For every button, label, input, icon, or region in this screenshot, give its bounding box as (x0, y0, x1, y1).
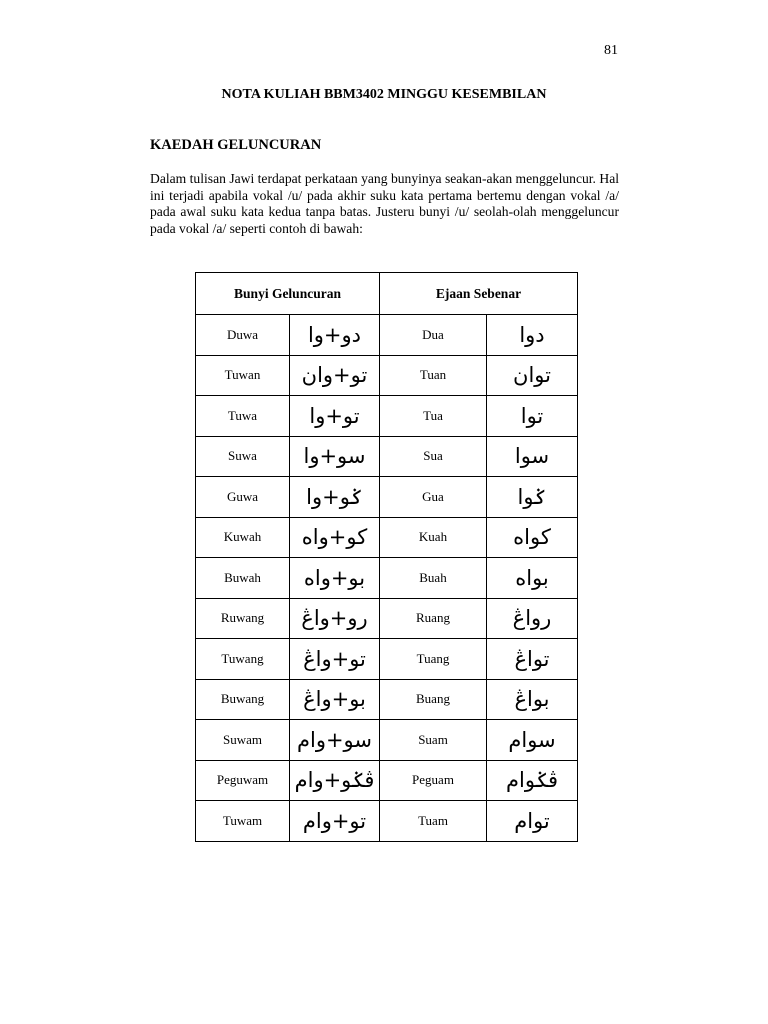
table-body (196, 315, 578, 842)
correct-rumi-cell: Gua (380, 477, 487, 518)
glide-jawi-cell: سو+وا (290, 436, 380, 477)
glide-jawi-cell: بو+واه (290, 558, 380, 599)
glide-rumi-cell: Suwa (196, 436, 290, 477)
correct-jawi-cell: كواه (487, 517, 578, 558)
glide-jawi-cell: ڤݢو+وام (290, 760, 380, 801)
table-row (196, 315, 578, 356)
correct-rumi-cell: Suam (380, 720, 487, 761)
correct-jawi-cell: ڤݢوام (487, 760, 578, 801)
header-bunyi-geluncuran: Bunyi Geluncuran (196, 273, 380, 315)
glide-jawi-cell: ݢو+وا (290, 477, 380, 518)
glide-rumi-cell: Suwam (196, 720, 290, 761)
correct-jawi-cell: سوام (487, 720, 578, 761)
correct-rumi-cell: Tua (380, 396, 487, 437)
body-paragraph: Dalam tulisan Jawi terdapat perkataan yang bunyinya seakan-akan menggeluncur. Hal ini terjadi apabila vokal /u/ pada akhir suku kata pertama bertemu dengan vokal /a/ pada awal suku kata kedua tanpa batas. Justeru bunyi /u/ seolah-olah menggeluncur pada vokal /a/ seperti contoh di bawah: (150, 171, 619, 236)
glide-jawi-cell: كو+واه (290, 517, 380, 558)
jawi-glide-table (195, 272, 578, 842)
correct-jawi-cell: توا (487, 396, 578, 437)
correct-jawi-cell: بواڠ (487, 679, 578, 720)
correct-jawi-cell: بواه (487, 558, 578, 599)
glide-jawi-cell: تو+وان (290, 355, 380, 396)
section-heading: KAEDAH GELUNCURAN (150, 137, 322, 153)
correct-rumi-cell: Tuam (380, 801, 487, 842)
correct-rumi-cell: Peguam (380, 760, 487, 801)
header-ejaan-sebenar: Ejaan Sebenar (380, 273, 578, 315)
glide-rumi-cell: Peguwam (196, 760, 290, 801)
glide-rumi-cell: Duwa (196, 315, 290, 356)
correct-rumi-cell: Ruang (380, 598, 487, 639)
table-row (196, 598, 578, 639)
table-row (196, 679, 578, 720)
table-row (196, 639, 578, 680)
table-row (196, 720, 578, 761)
correct-jawi-cell: رواڠ (487, 598, 578, 639)
correct-jawi-cell: ݢوا (487, 477, 578, 518)
glide-rumi-cell: Tuwa (196, 396, 290, 437)
document-title: NOTA KULIAH BBM3402 MINGGU KESEMBILAN (221, 87, 547, 102)
glide-rumi-cell: Tuwang (196, 639, 290, 680)
correct-rumi-cell: Buah (380, 558, 487, 599)
table-row (196, 517, 578, 558)
table-row (196, 760, 578, 801)
glide-rumi-cell: Tuwam (196, 801, 290, 842)
glide-rumi-cell: Ruwang (196, 598, 290, 639)
table-row (196, 477, 578, 518)
glide-rumi-cell: Guwa (196, 477, 290, 518)
glide-jawi-cell: رو+واڠ (290, 598, 380, 639)
correct-rumi-cell: Tuan (380, 355, 487, 396)
glide-rumi-cell: Buwah (196, 558, 290, 599)
glide-jawi-cell: دو+وا (290, 315, 380, 356)
correct-rumi-cell: Sua (380, 436, 487, 477)
page-number: 81 (604, 43, 618, 58)
table-row (196, 558, 578, 599)
correct-jawi-cell: توام (487, 801, 578, 842)
glide-jawi-cell: بو+واڠ (290, 679, 380, 720)
glide-rumi-cell: Kuwah (196, 517, 290, 558)
glide-rumi-cell: Tuwan (196, 355, 290, 396)
table-row (196, 801, 578, 842)
correct-rumi-cell: Kuah (380, 517, 487, 558)
glide-jawi-cell: سو+وام (290, 720, 380, 761)
correct-jawi-cell: توان (487, 355, 578, 396)
glide-jawi-cell: تو+وام (290, 801, 380, 842)
glide-rumi-cell: Buwang (196, 679, 290, 720)
table-row (196, 436, 578, 477)
table-row (196, 355, 578, 396)
correct-jawi-cell: دوا (487, 315, 578, 356)
table-header-row (196, 273, 578, 315)
glide-jawi-cell: تو+وا (290, 396, 380, 437)
correct-rumi-cell: Buang (380, 679, 487, 720)
correct-jawi-cell: سوا (487, 436, 578, 477)
correct-rumi-cell: Tuang (380, 639, 487, 680)
table-row (196, 396, 578, 437)
correct-jawi-cell: تواڠ (487, 639, 578, 680)
correct-rumi-cell: Dua (380, 315, 487, 356)
glide-jawi-cell: تو+واڠ (290, 639, 380, 680)
